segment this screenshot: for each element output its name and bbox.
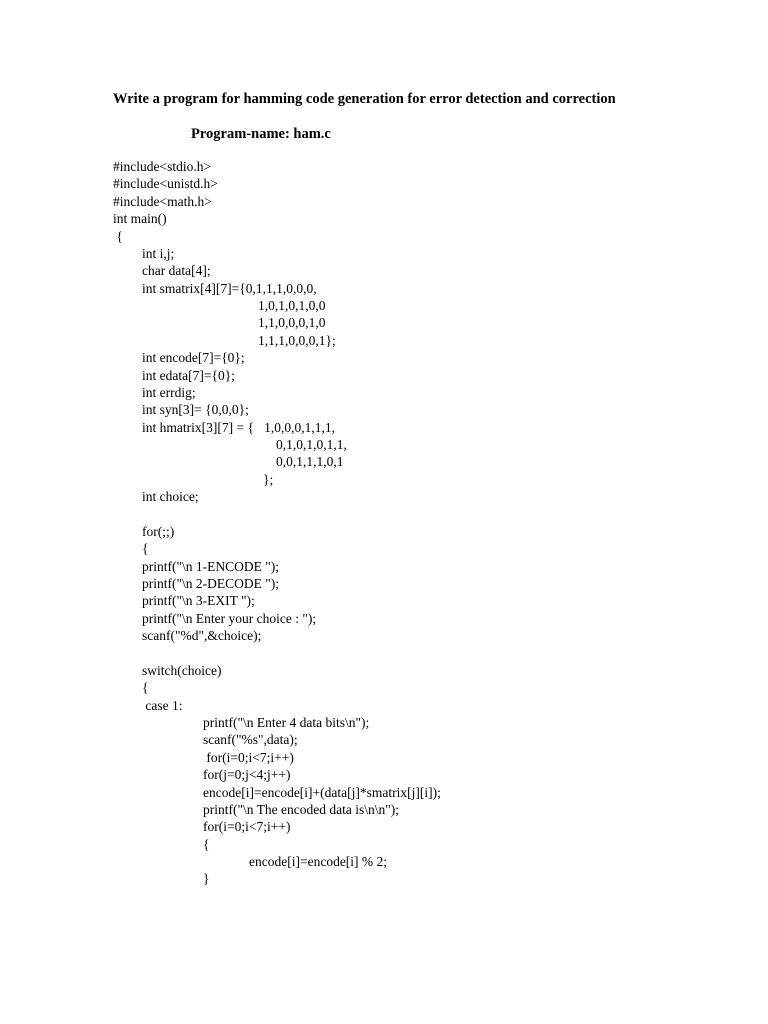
code-line (0, 870, 768, 887)
code-listing (0, 158, 768, 888)
code-line-text: 0,1,0,1,0,1,1, (276, 437, 347, 452)
code-line-text: case 1: (142, 697, 183, 713)
code-line (0, 262, 768, 279)
code-line (0, 662, 768, 679)
code-line (0, 558, 768, 575)
code-line-text: int hmatrix[3][7] = { 1,0,0,0,1,1,1, (142, 419, 335, 435)
code-line (0, 679, 768, 696)
code-line (0, 401, 768, 418)
code-line-text: int i,j; (142, 245, 175, 261)
code-line (0, 419, 768, 436)
code-line (0, 540, 768, 557)
code-line-text: 0,0,1,1,1,0,1 (276, 454, 344, 470)
code-line-text: } (203, 871, 210, 887)
code-line (0, 749, 768, 766)
code-line (0, 193, 768, 210)
code-line (0, 766, 768, 783)
code-line-text: for(;;) (142, 523, 175, 539)
code-line (0, 488, 768, 505)
code-line-text: 1,1,1,0,0,0,1}; (258, 332, 336, 348)
code-line (0, 697, 768, 714)
code-line-text: { (142, 680, 149, 696)
code-line-text: int edata[7]={0}; (142, 367, 235, 383)
code-line-text: }; (263, 471, 274, 487)
code-line (0, 818, 768, 835)
code-line (0, 332, 768, 349)
code-line (0, 367, 768, 384)
code-line (0, 228, 768, 245)
code-line (0, 245, 768, 262)
code-line (0, 853, 768, 870)
code-line (0, 453, 768, 470)
code-line (0, 314, 768, 331)
code-line-text: int encode[7]={0}; (142, 350, 245, 366)
code-line-text: printf("\n The encoded data is\n\n"); (203, 801, 399, 817)
code-line-text: for(i=0;i<7;i++) (203, 819, 291, 835)
code-line (0, 714, 768, 731)
code-line (0, 280, 768, 297)
code-line (0, 523, 768, 540)
code-line-text: int errdig; (142, 384, 196, 400)
code-line (0, 836, 768, 853)
code-line (0, 471, 768, 488)
code-line (0, 384, 768, 401)
code-line-text: { (203, 836, 210, 852)
code-line-text: 1,1,0,0,0,1,0 (258, 315, 326, 331)
code-line-text: printf("\n Enter 4 data bits\n"); (203, 715, 370, 730)
code-line (0, 610, 768, 627)
code-line-text: 1,0,1,0,1,0,0 (258, 298, 326, 313)
code-line (0, 158, 768, 175)
code-line-text: int syn[3]= {0,0,0}; (142, 402, 249, 418)
code-line-text: int smatrix[4][7]={0,1,1,1,0,0,0, (142, 280, 317, 296)
code-line (0, 506, 768, 523)
code-line-text: encode[i]=encode[i]+(data[j]*smatrix[j][i]); (203, 784, 441, 800)
code-line (0, 575, 768, 592)
code-line-text: printf("\n 3-EXIT "); (142, 593, 255, 609)
code-line-text: char data[4]; (142, 263, 211, 279)
code-line (0, 210, 768, 227)
code-line-text: scanf("%s",data); (203, 732, 298, 748)
code-line (0, 175, 768, 192)
code-line (0, 592, 768, 609)
code-line-text: { (142, 541, 149, 557)
code-line-text: printf("\n 2-DECODE "); (142, 576, 279, 591)
code-line-text: printf("\n 1-ENCODE "); (142, 558, 279, 574)
program-name-heading: Program-name: ham.c (191, 126, 331, 142)
code-line (0, 349, 768, 366)
code-line-text: for(i=0;i<7;i++) (203, 749, 294, 765)
code-line (0, 436, 768, 453)
code-line-text: int main() (113, 211, 167, 227)
code-line-text: #include<stdio.h> (113, 159, 212, 174)
document-title: Write a program for hamming code generation for error detection and correction (113, 91, 616, 107)
code-line-text: #include<math.h> (113, 193, 212, 209)
code-line-text: #include<unistd.h> (113, 176, 218, 192)
code-line-text: for(j=0;j<4;j++) (203, 767, 291, 783)
code-line-text: scanf("%d",&choice); (142, 628, 262, 644)
code-line (0, 784, 768, 801)
code-line-text: { (113, 228, 123, 244)
code-line-text: printf("\n Enter your choice : "); (142, 610, 317, 626)
code-line-text: encode[i]=encode[i] % 2; (249, 854, 388, 869)
code-line (0, 627, 768, 644)
code-line (0, 801, 768, 818)
code-line (0, 731, 768, 748)
code-line-text: int choice; (142, 489, 199, 505)
code-line-text: switch(choice) (142, 662, 222, 678)
code-line (0, 297, 768, 314)
code-line (0, 645, 768, 662)
